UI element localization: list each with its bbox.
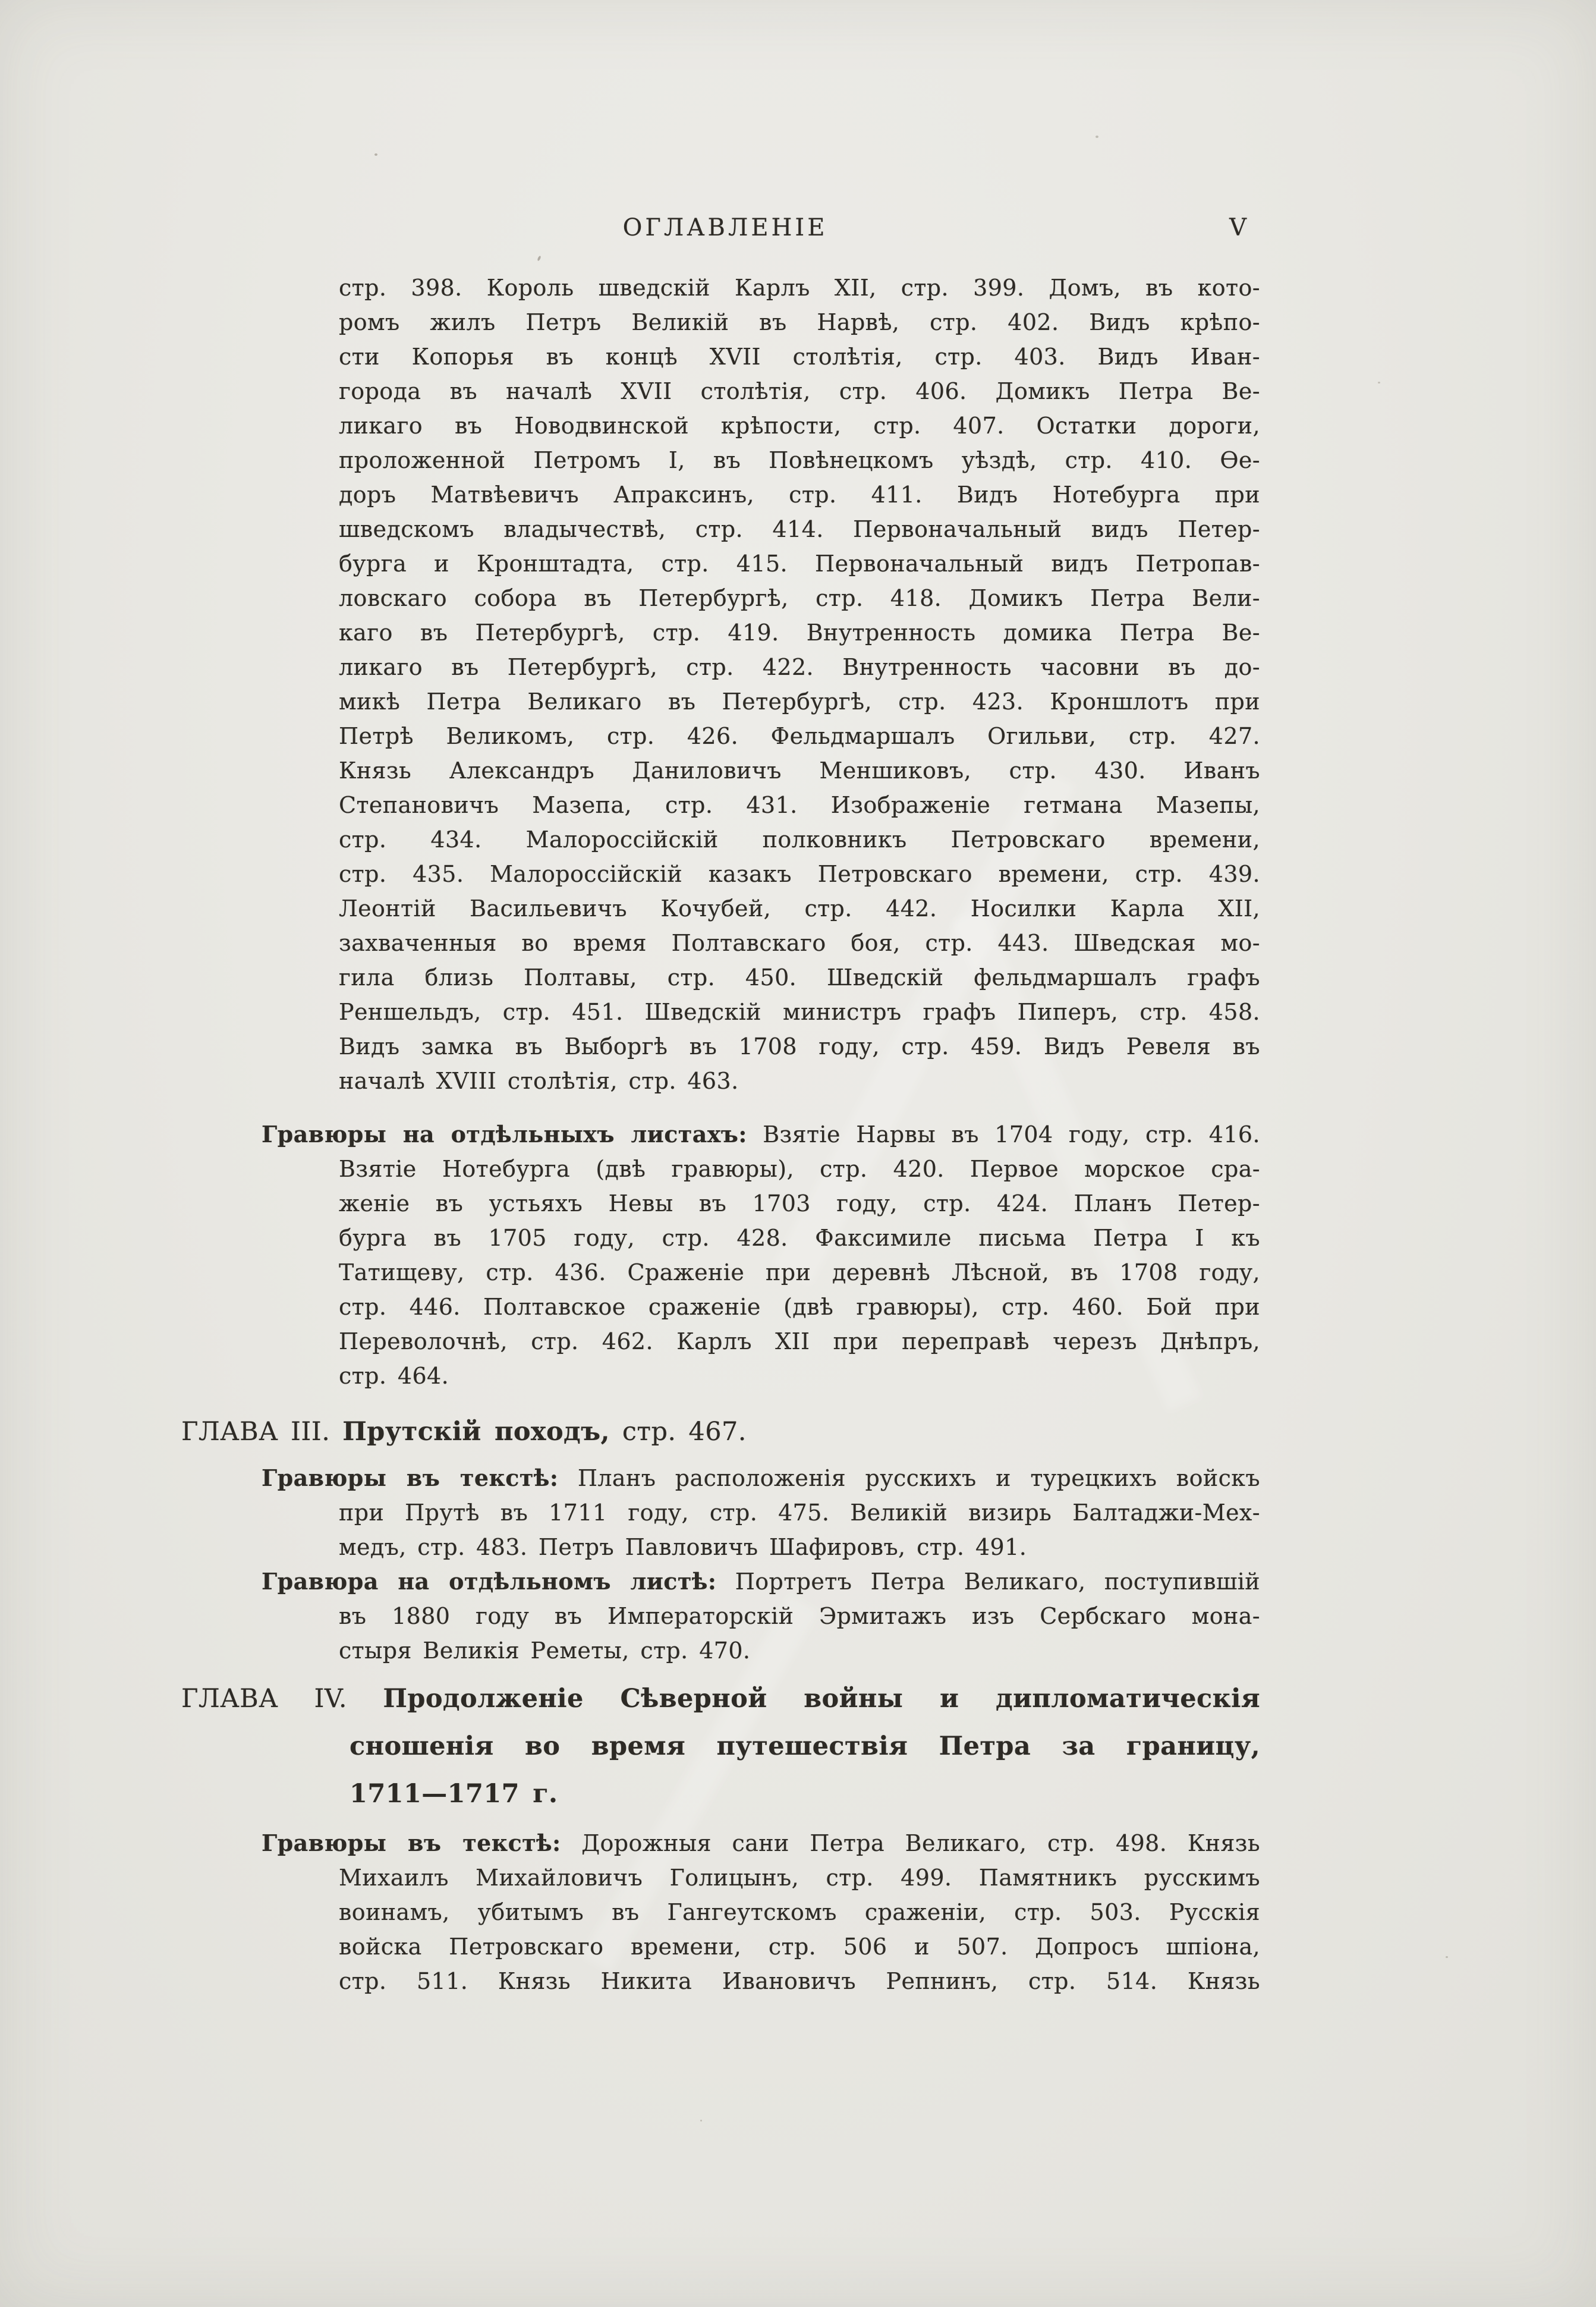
toc-text-run: шведскомъ владычествѣ, стр. 414. Первоначальный видъ Петер-: [339, 516, 1260, 542]
toc-line: [339, 512, 1260, 546]
toc-text-run: города въ началѣ XVII столѣтія, стр. 406. Домикъ Петра Ве-: [339, 378, 1260, 404]
toc-line: [339, 1152, 1260, 1186]
toc-line: [339, 1324, 1260, 1359]
chapter-3-engraving-separate-leaf: [0, 1564, 1596, 1668]
toc-text-run: стр. 511. Князь Никита Ивановичъ Репнинъ, стр. 514. Князь: [339, 1968, 1260, 1994]
toc-line: [339, 1064, 1260, 1098]
chapter-3-engravings-in-text: [0, 1461, 1596, 1564]
toc-line: [339, 615, 1260, 650]
paper-speck: [700, 2120, 702, 2121]
toc-text-run: Реншельдъ, стр. 451. Шведскій министръ графъ Пиперъ, стр. 458.: [339, 999, 1260, 1025]
toc-line: [339, 443, 1260, 477]
toc-line: [339, 1290, 1260, 1324]
toc-text-run: при Прутѣ въ 1711 году, стр. 475. Великій визирь Балтаджи-Мех-: [339, 1500, 1260, 1526]
toc-line: [339, 374, 1260, 408]
toc-line: [339, 1255, 1260, 1290]
toc-line: [339, 305, 1260, 340]
toc-text-run: Князь Александръ Даниловичъ Меншиковъ, стр. 430. Иванъ: [339, 758, 1260, 784]
toc-text-run: Планъ расположенія русскихъ и турецкихъ войскъ: [558, 1465, 1260, 1491]
toc-line: [339, 857, 1260, 891]
toc-text-run: Леонтій Васильевичъ Кочубей, стр. 442. Носилки Карла XII,: [339, 895, 1260, 922]
toc-line: [262, 1826, 1260, 1860]
toc-text-run: бурга и Кронштадта, стр. 415. Первоначальный видъ Петропав-: [339, 551, 1260, 577]
toc-text-run: ромъ жилъ Петръ Великій въ Нарвѣ, стр. 402. Видъ крѣпо-: [339, 309, 1260, 335]
toc-text-run: Взятіе Нарвы въ 1704 году, стр. 416.: [747, 1121, 1260, 1148]
chapter-4-engravings-in-text: [0, 1826, 1596, 1998]
toc-text-run: доръ Матвѣевичъ Апраксинъ, стр. 411. Видъ Нотебурга при: [339, 482, 1260, 508]
toc-continued-paragraph: [0, 271, 1596, 1098]
toc-line: [339, 1495, 1260, 1530]
bold-leader-text: сношенія во время путешествія Петра за границу,: [350, 1731, 1260, 1761]
toc-line: [339, 1221, 1260, 1255]
toc-line: [339, 1599, 1260, 1633]
toc-text-run: ликаго въ Новодвинской крѣпости, стр. 407. Остатки дороги,: [339, 413, 1260, 439]
toc-text-run: захваченныя во время Полтавскаго боя, стр. 443. Шведская мо-: [339, 930, 1260, 956]
bold-leader-text: Гравюра на отдѣльномъ листѣ:: [262, 1568, 717, 1595]
toc-line: [339, 271, 1260, 305]
toc-line: [339, 546, 1260, 581]
toc-text-run: женіе въ устьяхъ Невы въ 1703 году, стр. 424. Планъ Петер-: [339, 1190, 1260, 1217]
toc-text-run: медъ, стр. 483. Петръ Павловичъ Шафировъ, стр. 491.: [339, 1534, 1027, 1560]
toc-text-run: Михаилъ Михайловичъ Голицынъ, стр. 499. Памятникъ русскимъ: [339, 1865, 1260, 1891]
toc-line: [339, 1359, 1260, 1393]
toc-line: [339, 650, 1260, 684]
toc-engravings-separate-leaves: [0, 1117, 1596, 1393]
toc-text-run: стр. 446. Полтавское сраженіе (двѣ гравюры), стр. 460. Бой при: [339, 1294, 1260, 1320]
toc-text-run: бурга въ 1705 году, стр. 428. Факсимиле письма Петра I къ: [339, 1225, 1260, 1251]
toc-line: [339, 822, 1260, 857]
toc-text-run: Степановичъ Мазепа, стр. 431. Изображеніе гетмана Мазепы,: [339, 792, 1260, 818]
toc-line: [339, 891, 1260, 926]
toc-text-run: проложенной Петромъ I, въ Повѣнецкомъ уѣздѣ, стр. 410. Ѳе-: [339, 447, 1260, 473]
bold-leader-text: Гравюры въ текстѣ:: [262, 1464, 559, 1491]
page-number: V: [1229, 214, 1246, 241]
toc-text-run: ГЛАВА III.: [181, 1417, 343, 1447]
toc-text-run: гила близь Полтавы, стр. 450. Шведскій фельдмаршалъ графъ: [339, 964, 1260, 991]
toc-line: [339, 684, 1260, 719]
toc-line: [350, 1770, 1260, 1818]
toc-text-run: началѣ XVIII столѣтія, стр. 463.: [339, 1068, 739, 1094]
toc-line: [339, 1964, 1260, 1998]
bold-leader-text: 1711—1717 г.: [350, 1779, 558, 1809]
toc-line: [339, 1633, 1260, 1668]
toc-line: [339, 719, 1260, 753]
toc-line: [181, 1410, 1260, 1454]
paper-speck: [1096, 136, 1098, 138]
toc-line: [339, 995, 1260, 1029]
toc-line: [350, 1723, 1260, 1770]
toc-line: [339, 581, 1260, 615]
toc-line: [339, 788, 1260, 822]
toc-text-run: ГЛАВА IV.: [181, 1684, 383, 1714]
toc-line: [181, 1675, 1260, 1723]
toc-line: [262, 1461, 1260, 1495]
toc-line: [339, 926, 1260, 960]
toc-text-run: стр. 398. Король шведскій Карлъ XII, стр. 399. Домъ, въ кото-: [339, 275, 1260, 301]
bold-leader-text: Гравюры на отдѣльныхъ листахъ:: [262, 1121, 747, 1148]
toc-text-run: Татищеву, стр. 436. Сраженіе при деревнѣ Лѣсной, въ 1708 году,: [339, 1259, 1260, 1285]
toc-text-run: Переволочнѣ, стр. 462. Карлъ XII при переправѣ черезъ Днѣпръ,: [339, 1328, 1260, 1354]
bold-leader-text: Продолженіе Сѣверной войны и дипломатическія: [383, 1684, 1260, 1714]
toc-text-run: микѣ Петра Великаго въ Петербургѣ, стр. 423. Кроншлотъ при: [339, 689, 1260, 715]
paper-speck: [537, 256, 541, 262]
toc-line: [262, 1117, 1260, 1152]
bold-leader-text: Прутскій походъ,: [342, 1417, 610, 1447]
toc-text-run: Дорожныя сани Петра Великаго, стр. 498. Князь: [561, 1830, 1260, 1856]
toc-text-run: каго въ Петербургѣ, стр. 419. Внутренность домика Петра Ве-: [339, 620, 1260, 646]
toc-text-run: ловскаго собора въ Петербургѣ, стр. 418. Домикъ Петра Вели-: [339, 585, 1260, 611]
toc-line: [262, 1564, 1260, 1599]
toc-text-run: Взятіе Нотебурга (двѣ гравюры), стр. 420. Первое морское сра-: [339, 1156, 1260, 1182]
toc-line: [339, 1029, 1260, 1064]
toc-text-run: стр. 464.: [339, 1363, 449, 1389]
toc-line: [339, 1929, 1260, 1964]
toc-line: [339, 753, 1260, 788]
toc-text-run: сти Копорья въ концѣ XVII столѣтія, стр. 403. Видъ Иван-: [339, 344, 1260, 370]
toc-text-run: Видъ замка въ Выборгѣ въ 1708 году, стр. 459. Видъ Ревеля въ: [339, 1033, 1260, 1060]
table-of-contents: [0, 271, 1596, 1998]
toc-text-run: Петрѣ Великомъ, стр. 426. Фельдмаршалъ Огильви, стр. 427.: [339, 723, 1260, 749]
toc-line: [339, 1860, 1260, 1895]
toc-line: [339, 960, 1260, 995]
chapter-4-heading: [0, 1675, 1596, 1818]
toc-text-run: стыря Великія Реметы, стр. 470.: [339, 1637, 751, 1664]
toc-line: [339, 477, 1260, 512]
toc-text-run: войска Петровскаго времени, стр. 506 и 507. Допросъ шпіона,: [339, 1934, 1260, 1960]
toc-line: [339, 408, 1260, 443]
toc-text-run: воинамъ, убитымъ въ Гангеутскомъ сраженіи, стр. 503. Русскія: [339, 1899, 1260, 1925]
paper-speck: [374, 153, 377, 156]
toc-line: [339, 340, 1260, 374]
toc-text-run: въ 1880 году въ Императорскій Эрмитажъ изъ Сербскаго мона-: [339, 1603, 1260, 1629]
toc-text-run: Портретъ Петра Великаго, поступившій: [716, 1569, 1260, 1595]
toc-line: [339, 1186, 1260, 1221]
chapter-3-heading: [0, 1410, 1596, 1454]
toc-line: [339, 1530, 1260, 1564]
toc-text-run: стр. 467.: [609, 1417, 747, 1447]
toc-line: [339, 1895, 1260, 1929]
running-head: [0, 214, 1596, 244]
page-title: ОГЛАВЛЕНІЕ: [622, 214, 828, 241]
bold-leader-text: Гравюры въ текстѣ:: [262, 1830, 561, 1856]
toc-text-run: ликаго въ Петербургѣ, стр. 422. Внутренность часовни въ до-: [339, 654, 1260, 680]
toc-text-run: стр. 435. Малороссійскій казакъ Петровскаго времени, стр. 439.: [339, 861, 1260, 887]
toc-text-run: стр. 434. Малороссійскій полковникъ Петровскаго времени,: [339, 826, 1260, 853]
